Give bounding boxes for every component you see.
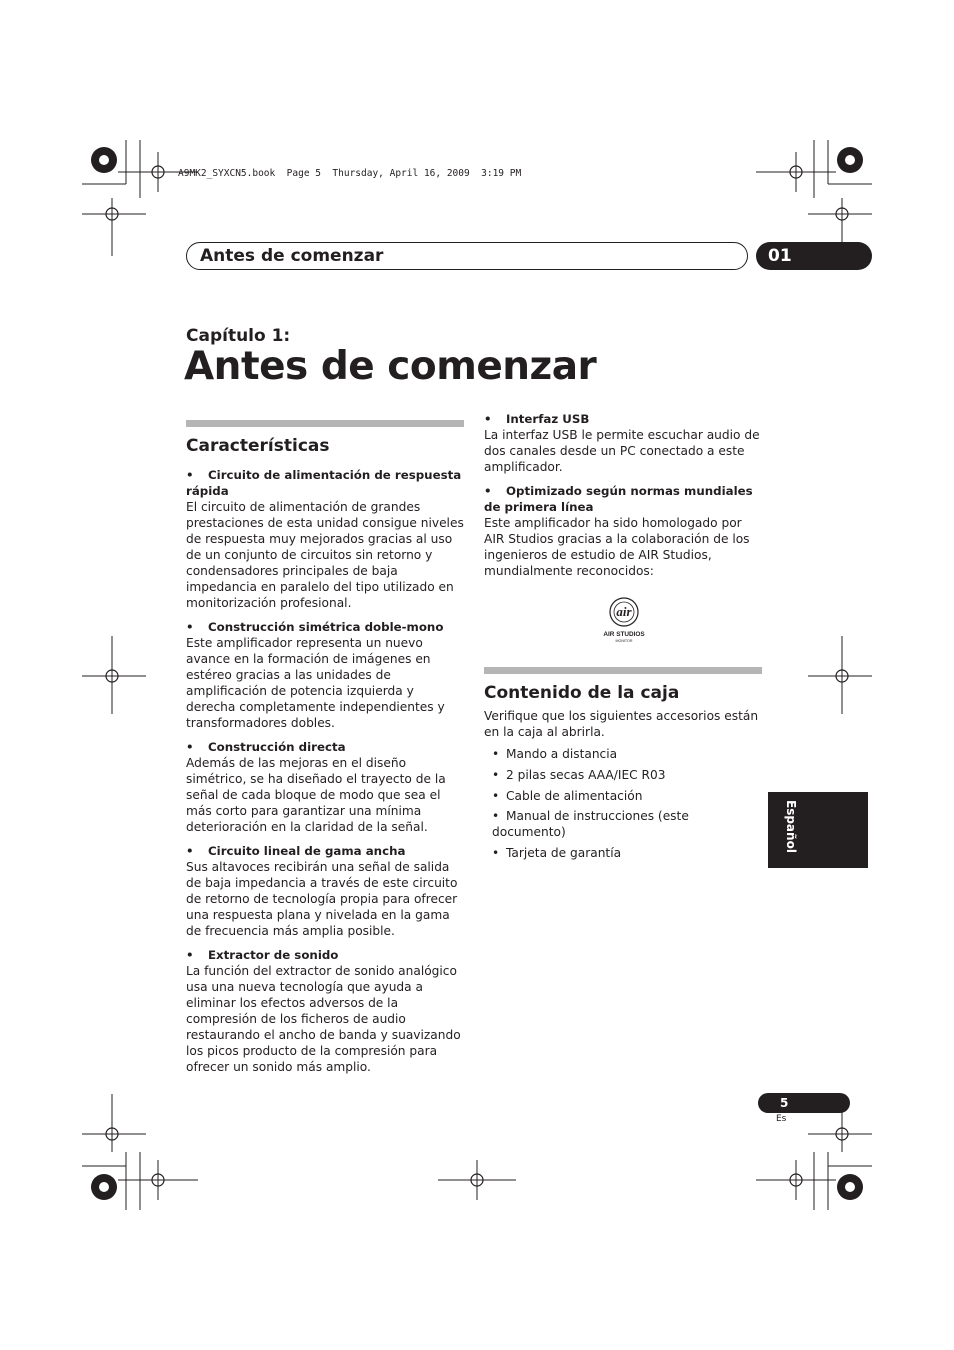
feature-body: Sus altavoces recibirán una señal de salida de baja impedancia a través de este circuito de retorno de tecnología propia para ofrecer una respuesta plana y nivelada en la gama de frecuencia más amplia posible. [186,860,458,938]
feature-item: • Circuito lineal de gama ancha Sus altavoces recibirán una señal de salida de baja impedancia a través de este circuito de retorno de tecnología propia para ofrecer una respuesta plana y nivelada en la gama de frecuencia más amplia posible. [186,843,464,939]
feature-title: Construcción simétrica doble-mono [208,620,444,634]
feature-body: Este amplificador representa un nuevo avance en la formación de imágenes en estéreo gracias a las unidades de amplificación de potencia izquierda y derecha completamente independientes y transformadores dobles. [186,636,445,730]
language-tab-label: Español [784,800,798,853]
list-item: • Tarjeta de garantía [492,846,622,861]
feature-item: • Extractor de sonido La función del extractor de sonido analógico usa una nueva tecnología que ayuda a eliminar los efectos adversos de la compresión de los ficheros de audio restaurando el ancho de banda y suavizando los picos producto de la compresión para ofrecer un sonido más amplio. [186,947,464,1075]
feature-title: Circuito de alimentación de respuesta rápida [186,468,462,498]
right-column [484,411,762,587]
feature-body: La función del extractor de sonido analógico usa una nueva tecnología que ayuda a eliminar los efectos adversos de la compresión de los ficheros de audio restaurando el ancho de banda y suavizando los picos producto de la compresión para ofrecer un sonido más amplio. [186,964,461,1074]
chapter-label: Capítulo 1: [186,326,291,346]
section-rule [186,420,464,427]
feature-title: Extractor de sonido [208,948,339,962]
feature-body: El circuito de alimentación de grandes prestaciones de esta unidad consigue niveles de respuesta muy mejorados gracias al uso de un conjunto de circuitos sin retorno y condensadores principales de baja impedancia en paralelo del tipo utilizado en monitorización profesional. [186,500,464,610]
section-rule [484,667,762,674]
list-item: • Cable de alimentación [492,788,643,803]
page-number: 5 [758,1093,850,1113]
contents-list [484,746,762,861]
feature-body: Además de las mejoras en el diseño simétrico, se ha diseñado el trayecto de la señal de cada bloque de modo que sea el más corto para garantizar una mínima deterioración en la claridad de la señal. [186,756,446,834]
feature-body: Este amplificador ha sido homologado por AIR Studios gracias a la colaboración de los ingenieros de estudio de AIR Studios, mundialmente reconocidos: [484,516,750,578]
contents-intro: Verifique que los siguientes accesorios están en la caja al abrirla. [484,709,759,739]
logo-mark: air [616,604,632,619]
section-title-contenido: Contenido de la caja [484,683,680,703]
logo-sub: MONITOR [615,639,633,643]
contents-section [484,667,762,866]
list-item: • Manual de instrucciones (este documento) [492,809,689,840]
feature-body: La interfaz USB le permite escuchar audio de dos canales desde un PC conectado a este amplificador. [484,428,760,474]
section-title-caracteristicas: Características [186,436,330,456]
air-studios-logo [598,596,650,644]
feature-item: • Construcción simétrica doble-mono Este amplificador representa un nuevo avance en la formación de imágenes en estéreo gracias a las unidades de amplificación de potencia izquierda y derecha completamente independientes y transformadores dobles. [186,619,464,731]
feature-item: • Optimizado según normas mundiales de primera línea Este amplificador ha sido homologado por AIR Studios gracias a la colaboración de los ingenieros de estudio de AIR Studios, mundialmente reconocidos: [484,483,762,579]
feature-item: • Construcción directa Además de las mejoras en el diseño simétrico, se ha diseñado el trayecto de la señal de cada bloque de modo que sea el más corto para garantizar una mínima deterioración en la claridad de la señal. [186,739,464,835]
left-column [186,420,464,1083]
logo-name: AIR STUDIOS [603,631,645,638]
print-slug: A9MK2_SYXCN5.book Page 5 Thursday, April 16, 2009 3:19 PM [178,168,522,179]
running-header-title: Antes de comenzar [200,246,384,266]
feature-title: Optimizado según normas mundiales de primera línea [484,484,753,514]
list-item: • Mando a distancia [492,747,618,761]
feature-item: • Circuito de alimentación de respuesta rápida El circuito de alimentación de grandes prestaciones de esta unidad consigue niveles de respuesta muy mejorados gracias al uso de un conjunto de circuitos sin retorno y condensadores principales de baja impedancia en paralelo del tipo utilizado en monitorización profesional. [186,468,464,610]
feature-item: • Interfaz USB La interfaz USB le permite escuchar audio de dos canales desde un PC conectado a este amplificador. [484,411,762,475]
list-item: • 2 pilas secas AAA/IEC R03 [492,767,666,782]
feature-title: Construcción directa [208,740,346,754]
feature-title: Circuito lineal de gama ancha [208,844,406,858]
feature-title: Interfaz USB [506,412,590,426]
chapter-number-tab: 01 [756,242,872,270]
chapter-title: Antes de comenzar [184,344,597,389]
page-language-code: Es [776,1114,787,1124]
